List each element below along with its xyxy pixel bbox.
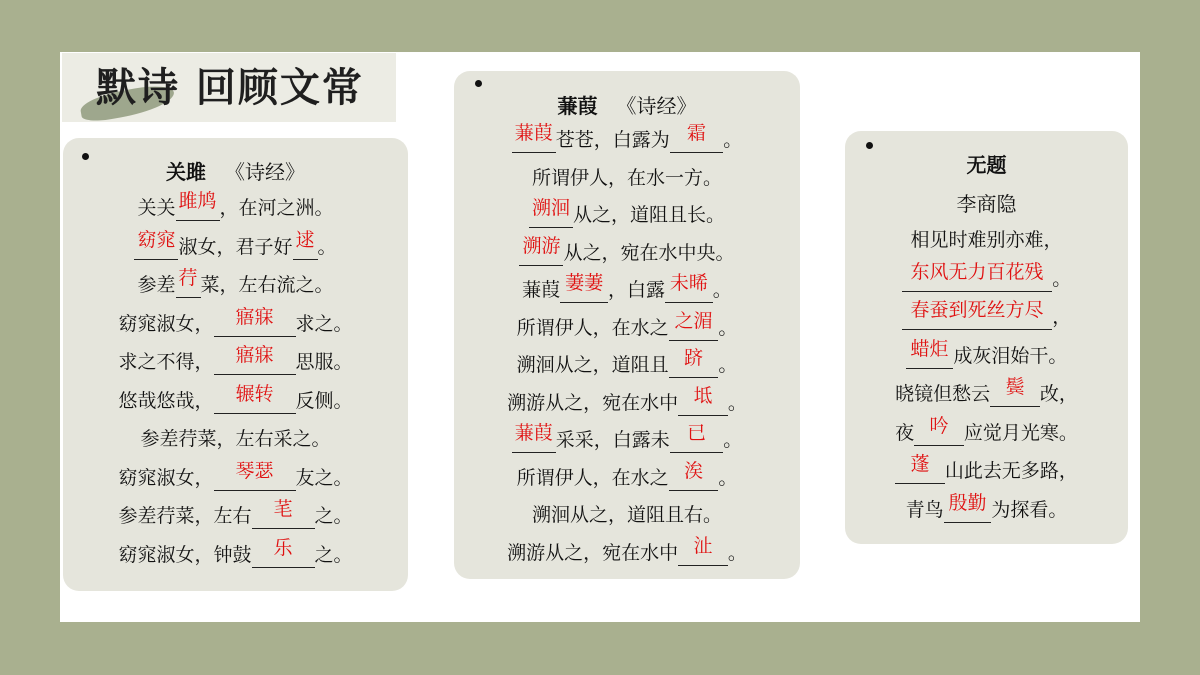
blank-answer: 跻: [683, 347, 703, 369]
poem-line: [63, 305, 408, 340]
poem-text: 相见时难别亦难，: [910, 229, 1063, 251]
fill-blank: [512, 422, 556, 453]
poem-line: [454, 534, 800, 569]
poem-text: 窈窕淑女，: [118, 466, 214, 489]
poem-text: ，: [1052, 306, 1072, 328]
fill-blank: [669, 309, 719, 341]
poem-text: 。: [718, 466, 738, 489]
poem-text: 成灰泪始干。: [953, 344, 1068, 367]
poem-line: [63, 228, 408, 263]
poem-text: 蒹葭: [522, 279, 561, 301]
poem-author: 李商隐: [956, 192, 1017, 216]
poem-text: 之。: [314, 505, 353, 527]
poem-text: 采采，白露未: [555, 429, 670, 451]
blank-answer: 辗转: [235, 382, 274, 405]
poem-text: 参差荇菜，左右采之。: [140, 428, 331, 450]
poem-text: 友之。: [295, 466, 353, 489]
poem-line: [454, 424, 800, 456]
poem-text: 。: [727, 391, 747, 414]
fill-blank: [678, 534, 728, 566]
poem-name: 无题: [966, 153, 1007, 177]
fill-blank: [665, 272, 713, 303]
poem-text: 。: [317, 235, 337, 258]
poem-text: 之。: [314, 543, 353, 566]
blank-answer: 东风无力百花残: [910, 260, 1044, 283]
blank-answer: 蜡炬: [910, 337, 949, 360]
fill-blank: [560, 272, 608, 303]
fill-blank: [906, 337, 954, 369]
poem-line: [845, 260, 1128, 295]
poem-line: [845, 224, 1128, 256]
poem-text: ，白露: [607, 279, 665, 301]
poem-text: 。: [1052, 267, 1072, 290]
fill-blank: [678, 384, 728, 416]
fill-blank: [214, 459, 296, 491]
poem-title: [63, 156, 408, 185]
fill-blank: [990, 376, 1040, 407]
poem-line: [454, 124, 800, 156]
poem-text: 参差: [137, 274, 176, 296]
blank-answer: 萋萋: [565, 272, 604, 294]
poem-text: 所谓伊人，在水之: [516, 316, 669, 339]
blank-answer: 溯游: [522, 234, 561, 257]
blank-answer: 之湄: [674, 309, 713, 332]
fill-blank: [519, 234, 563, 266]
poem-source: 《诗经》: [225, 160, 306, 184]
fill-blank: [895, 453, 945, 484]
blank-answer: 殷勤: [948, 491, 987, 514]
poem-text: 。: [712, 279, 732, 301]
fill-blank: [902, 260, 1052, 292]
bullet-dot: [475, 80, 482, 87]
poem-text: 为探看。: [991, 498, 1068, 521]
poem-line: [845, 455, 1128, 487]
blank-answer: 坻: [693, 384, 713, 407]
fill-blank: [252, 498, 315, 529]
blank-answer: 春蚕到死丝方尽: [910, 299, 1044, 321]
poem-line: [454, 349, 800, 381]
poem-text: 窈窕淑女，: [118, 312, 214, 335]
poem-name: 蒹葭: [557, 94, 598, 118]
poem-text: 青鸟: [905, 498, 944, 521]
blank-answer: 蓬: [910, 453, 930, 475]
poem-line: [454, 384, 800, 419]
blank-answer: 乐: [273, 536, 293, 559]
poem-card-wuti: [845, 131, 1128, 544]
blank-answer: 雎鸠: [178, 190, 217, 212]
poem-line: [63, 269, 408, 301]
poem-text: 。: [723, 429, 743, 451]
poem-text: 菜，左右流之。: [200, 274, 334, 296]
poem-text: 求之。: [295, 312, 353, 335]
fill-blank: [914, 414, 964, 446]
poem-line: [845, 337, 1128, 372]
poem-text: 求之不得，: [118, 351, 214, 373]
blank-answer: 鬓: [1005, 376, 1025, 398]
poem-line: [454, 274, 800, 306]
blank-answer: 霜: [686, 122, 706, 144]
fill-blank: [670, 122, 724, 153]
bullet-dot: [866, 142, 873, 149]
blank-answer: 沚: [693, 534, 713, 557]
poem-text: 从之，宛在水中央。: [563, 241, 735, 264]
poem-source: 《诗经》: [616, 94, 697, 118]
poem-text: 窈窕淑女，钟鼓: [118, 543, 252, 566]
fill-blank: [134, 228, 178, 260]
poem-line: [63, 536, 408, 571]
blank-answer: 窈窕: [137, 228, 176, 251]
poem-text: 所谓伊人，在水一方。: [531, 166, 722, 189]
poem-line: [63, 346, 408, 378]
poem-text: 溯洄从之，道阻且: [516, 354, 669, 376]
fill-blank: [669, 459, 719, 491]
poem-line: [454, 499, 800, 531]
poem-line: [845, 491, 1128, 526]
poem-text: 淑女，君子好: [178, 235, 293, 258]
blank-answer: 吟: [929, 414, 949, 437]
blank-answer: 荇: [178, 267, 198, 289]
blank-answer: 溯洄: [531, 197, 570, 219]
poem-line: [454, 309, 800, 344]
blank-answer: 未晞: [669, 272, 708, 294]
fill-blank: [944, 491, 992, 523]
page-title: 默诗 回顾文常: [96, 64, 364, 111]
poem-text: 溯游从之，宛在水中: [507, 541, 679, 564]
fill-blank: [529, 197, 573, 228]
poem-text: 。: [723, 129, 743, 151]
poem-text: 从之，道阻且长。: [572, 204, 725, 226]
poem-text: 晓镜但愁云: [895, 383, 991, 405]
poem-text: 溯游从之，宛在水中: [507, 391, 679, 414]
poem-card-jianjia: [454, 71, 800, 579]
blank-answer: 琴瑟: [235, 459, 274, 482]
blank-answer: 已: [686, 422, 706, 444]
poem-text: 夜: [895, 421, 915, 444]
poem-text: 改，: [1039, 383, 1078, 405]
poem-text: 关关: [137, 197, 176, 219]
fill-blank: [670, 422, 724, 453]
poem-text: 。: [718, 316, 738, 339]
blank-answer: 蒹葭: [514, 422, 553, 444]
poem-line: [454, 199, 800, 231]
fill-blank: [214, 344, 296, 375]
fill-blank: [214, 382, 296, 414]
poem-line: [454, 234, 800, 269]
fill-blank: [214, 305, 296, 337]
fill-blank: [902, 299, 1052, 330]
poem-text: 悠哉悠哉，: [118, 389, 214, 412]
poem-text: 参差荇菜，左右: [118, 505, 252, 527]
poem-title: [454, 90, 800, 119]
poem-line: [454, 162, 800, 194]
fill-blank: [176, 190, 220, 221]
poem-text: 苍苍，白露为: [555, 129, 670, 151]
poem-line: [63, 459, 408, 494]
fill-blank: [252, 536, 315, 568]
poem-text: 。: [727, 541, 747, 564]
poem-text: 反侧。: [295, 389, 353, 412]
blank-answer: 寤寐: [235, 305, 274, 328]
poem-title: [845, 149, 1128, 178]
poem-line: [63, 382, 408, 417]
blank-answer: 芼: [273, 498, 293, 520]
fill-blank: [293, 228, 318, 260]
poem-text: 溯洄从之，道阻且右。: [531, 504, 722, 526]
fill-blank: [669, 347, 719, 378]
poem-line: [845, 378, 1128, 410]
poem-line: [454, 459, 800, 494]
poem-text: ，在河之洲。: [219, 197, 334, 219]
poem-line: [63, 423, 408, 455]
poem-text: 思服。: [295, 351, 353, 373]
poem-line: [63, 192, 408, 224]
blank-answer: 逑: [295, 228, 315, 251]
poem-text: 应觉月光寒。: [963, 421, 1078, 444]
blank-answer: 寤寐: [235, 344, 274, 366]
blank-answer: 蒹葭: [514, 122, 553, 144]
fill-blank: [512, 122, 556, 153]
poem-line: [845, 301, 1128, 333]
poem-name: 关雎: [165, 160, 206, 184]
poem-text: 山此去无多路，: [944, 460, 1078, 482]
poem-text: 。: [718, 354, 738, 376]
poem-line: [845, 414, 1128, 449]
poem-card-guanju: [63, 138, 408, 591]
fill-blank: [176, 267, 201, 298]
blank-answer: 涘: [683, 459, 703, 482]
poem-text: 所谓伊人，在水之: [516, 466, 669, 489]
poem-line: [63, 500, 408, 532]
